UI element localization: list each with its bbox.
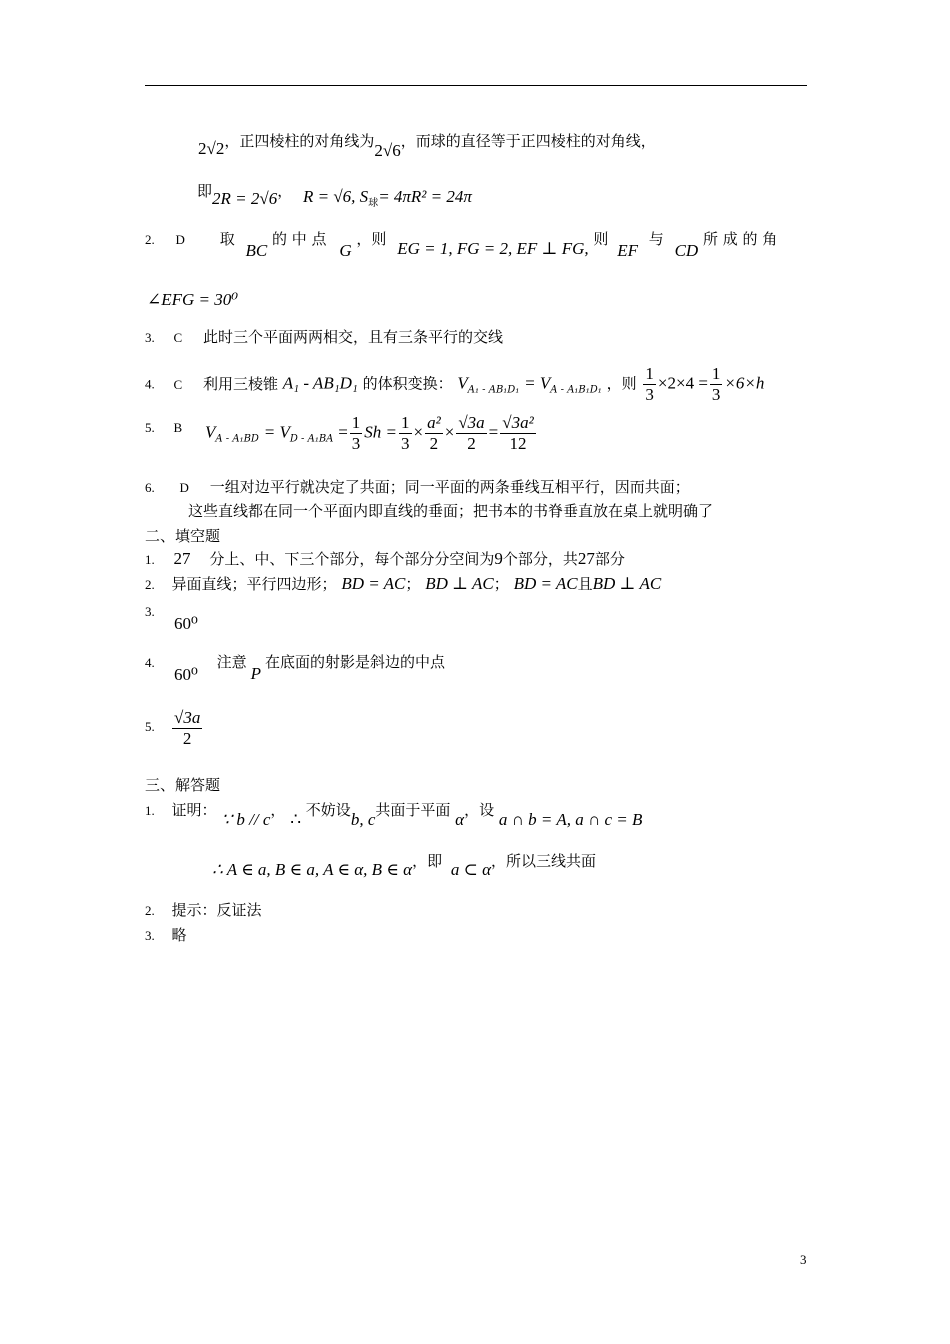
fraction-1-3: $\frac{1}{3}$	[401, 413, 410, 453]
item-5-formula	[205, 413, 538, 454]
fraction-1-3: $\frac{1}{3}$	[351, 413, 361, 453]
text: 不妨设	[305, 801, 351, 819]
text: 注意	[216, 653, 247, 671]
text: 提示：反证法	[171, 901, 262, 919]
math-angle-EFG: ∠EFG = 30⁰	[147, 290, 239, 309]
item-number: 1.	[145, 803, 155, 818]
math-Sh: Sh =	[364, 422, 398, 442]
section-3-heading	[145, 775, 220, 795]
solve-q1-cont	[212, 851, 597, 879]
math-eqV: = V	[524, 373, 551, 393]
solve-q3	[145, 925, 187, 946]
math: 9	[494, 549, 503, 568]
item-number: 2.	[145, 232, 155, 247]
text: 与	[648, 230, 664, 248]
text: ，正四棱柱的对角线为	[224, 132, 375, 150]
page-number: 3	[800, 1252, 807, 1267]
text: ，而球的直径等于正四棱柱的对角线，	[400, 132, 656, 150]
fill-q5-answer	[170, 708, 204, 749]
text: 共面于平面	[375, 801, 451, 819]
text: 一组对边平行就决定了共面；同一平面的两条垂线互相平行，因而共面；	[209, 478, 690, 496]
text: 分上、中、下三个部分，每个部分分空间为	[209, 550, 495, 568]
item-number: 4.	[145, 655, 155, 670]
heading: 二、填空题	[145, 527, 221, 545]
text: 证明：	[171, 801, 217, 819]
fraction-1-3: $\frac{1}{3}$	[645, 364, 654, 404]
text: ；	[405, 575, 421, 593]
text: 个部分，共	[502, 550, 578, 568]
item-6	[145, 477, 690, 498]
math-60deg: 60⁰	[174, 614, 198, 633]
text: ；	[493, 575, 509, 593]
math-times: ×	[444, 422, 455, 442]
math-V: V	[205, 422, 216, 442]
math-BC: BC	[245, 241, 268, 260]
fill-q3	[145, 601, 155, 622]
block1-line1	[198, 131, 656, 160]
text: ，则	[606, 374, 637, 393]
text: ，设	[464, 801, 495, 819]
item-number: 2.	[145, 903, 155, 918]
math-2sqrt2: 2√2	[198, 139, 225, 158]
text: ，	[270, 801, 286, 819]
fill-q5	[145, 716, 155, 737]
math-subscript: A - A₁B₁D₁	[550, 384, 602, 396]
math-expr: ×6×h	[724, 373, 765, 393]
item-4	[145, 364, 764, 405]
math: ∴ A ∈ a, B ∈ a, A ∈ α, B ∈ α	[212, 860, 413, 879]
math-2R: 2R = 2√6	[212, 189, 278, 208]
text: 则	[593, 230, 609, 248]
math: BD ⊥ AC	[592, 574, 662, 593]
answer-letter: C	[173, 376, 183, 392]
item-number: 4.	[145, 376, 155, 392]
answer-letter: C	[173, 330, 183, 345]
math: BD ⊥ AC	[425, 574, 494, 593]
math: b, c	[350, 810, 376, 829]
math: a ∩ b = A, a ∩ c = B	[498, 810, 643, 829]
text: 此时三个平面两两相交，且有三条平行的交线	[202, 328, 503, 346]
fill-q1	[145, 549, 625, 570]
text: 的体积变换：	[362, 374, 453, 393]
item-number: 3.	[145, 604, 155, 619]
item-2-angle	[147, 290, 238, 310]
item-number: 5.	[145, 420, 155, 435]
item-6-cont	[188, 501, 713, 521]
text: 取	[219, 230, 235, 248]
math: ∵ b // c	[221, 810, 271, 829]
math-P: P	[250, 664, 262, 683]
math-CD: CD	[674, 241, 699, 260]
math-G: G	[339, 241, 352, 260]
item-number: 3.	[145, 330, 155, 345]
math-R: R = √6, S	[303, 187, 369, 206]
text: 在底面的射影是斜边的中点	[265, 653, 446, 671]
text: ，	[277, 182, 293, 200]
item-number: 5.	[145, 719, 155, 734]
text: 利用三棱锥	[202, 374, 278, 393]
answer-letter: B	[173, 420, 183, 435]
answer: 27	[173, 549, 191, 568]
text: 这些直线都在同一个平面内即直线的垂面；把书本的书脊垂直放在桌上就明确了	[188, 502, 714, 520]
item-number: 1.	[145, 552, 155, 567]
text: 且	[577, 575, 593, 593]
math: BD = AC	[513, 574, 578, 593]
math: BD = AC	[341, 574, 406, 593]
text: ，则	[356, 230, 387, 248]
item-5	[145, 417, 182, 438]
fill-q4	[145, 652, 155, 673]
math-sub-ball: 球	[368, 198, 379, 209]
math-expr: ×2×4 =	[657, 373, 708, 393]
fraction-1-3: $\frac{1}{3}$	[711, 364, 721, 404]
fraction-sqrt3a-2: $\frac{√3a}{2}$	[458, 413, 485, 453]
text: 所 成 的 角	[702, 230, 778, 248]
text: ，所以三线共面	[491, 852, 597, 870]
heading: 三、解答题	[145, 776, 221, 794]
fill-q3-answer	[174, 614, 198, 634]
math-therefore: ∴	[290, 810, 302, 829]
answer-letter: D	[179, 480, 189, 495]
math-eq: =	[488, 422, 499, 442]
header-rule	[145, 85, 807, 86]
block1-line2	[197, 181, 472, 209]
text: 略	[171, 926, 187, 944]
item-2	[145, 229, 807, 260]
section-2-heading	[145, 526, 220, 546]
math: 27	[577, 549, 595, 568]
solve-q2	[145, 900, 262, 921]
item-number: 2.	[145, 577, 155, 592]
item-3	[145, 327, 503, 348]
math-60deg: 60⁰	[174, 665, 198, 684]
answer-letter: D	[175, 232, 185, 247]
math-subscript: A₁ - AB₁D₁	[467, 384, 520, 396]
math-subscript: D - A₁BA	[289, 433, 334, 445]
text: 即	[197, 182, 213, 200]
item-number: 6.	[145, 480, 155, 495]
math-times: ×	[413, 422, 424, 442]
math-pyramid: A₁ - AB₁D₁	[282, 373, 358, 393]
fill-q2	[145, 574, 661, 595]
solve-q1	[145, 800, 643, 829]
math-S: = 4πR² = 24π	[378, 187, 472, 206]
text: 部分	[594, 550, 625, 568]
text: ，即	[412, 852, 443, 870]
text: 异面直线；平行四边形；	[171, 575, 337, 593]
text: 的 中 点	[272, 230, 327, 248]
math-subscript: A - A₁BD	[215, 433, 259, 445]
math-V: V	[457, 373, 468, 393]
math-eqV: = V	[263, 422, 290, 442]
fraction-sqrt3a2-12: $\frac{\text{√3a²}}{12}$	[502, 413, 534, 453]
math-alpha: α	[455, 810, 465, 829]
math: a ⊂ α	[450, 860, 492, 879]
math-EF: EF	[617, 241, 638, 260]
math-EG: EG = 1, FG = 2, EF ⊥ FG,	[397, 239, 589, 258]
item-number: 3.	[145, 928, 155, 943]
fill-q4-answer	[174, 652, 446, 684]
math-eq: =	[338, 422, 348, 442]
fraction-sqrt3a-2: $\frac{√3a}{2}$	[174, 708, 201, 748]
fraction-a2-2: $\frac{\text{a²}}{2}$	[427, 413, 441, 453]
math-2sqrt6: 2√6	[374, 141, 401, 160]
